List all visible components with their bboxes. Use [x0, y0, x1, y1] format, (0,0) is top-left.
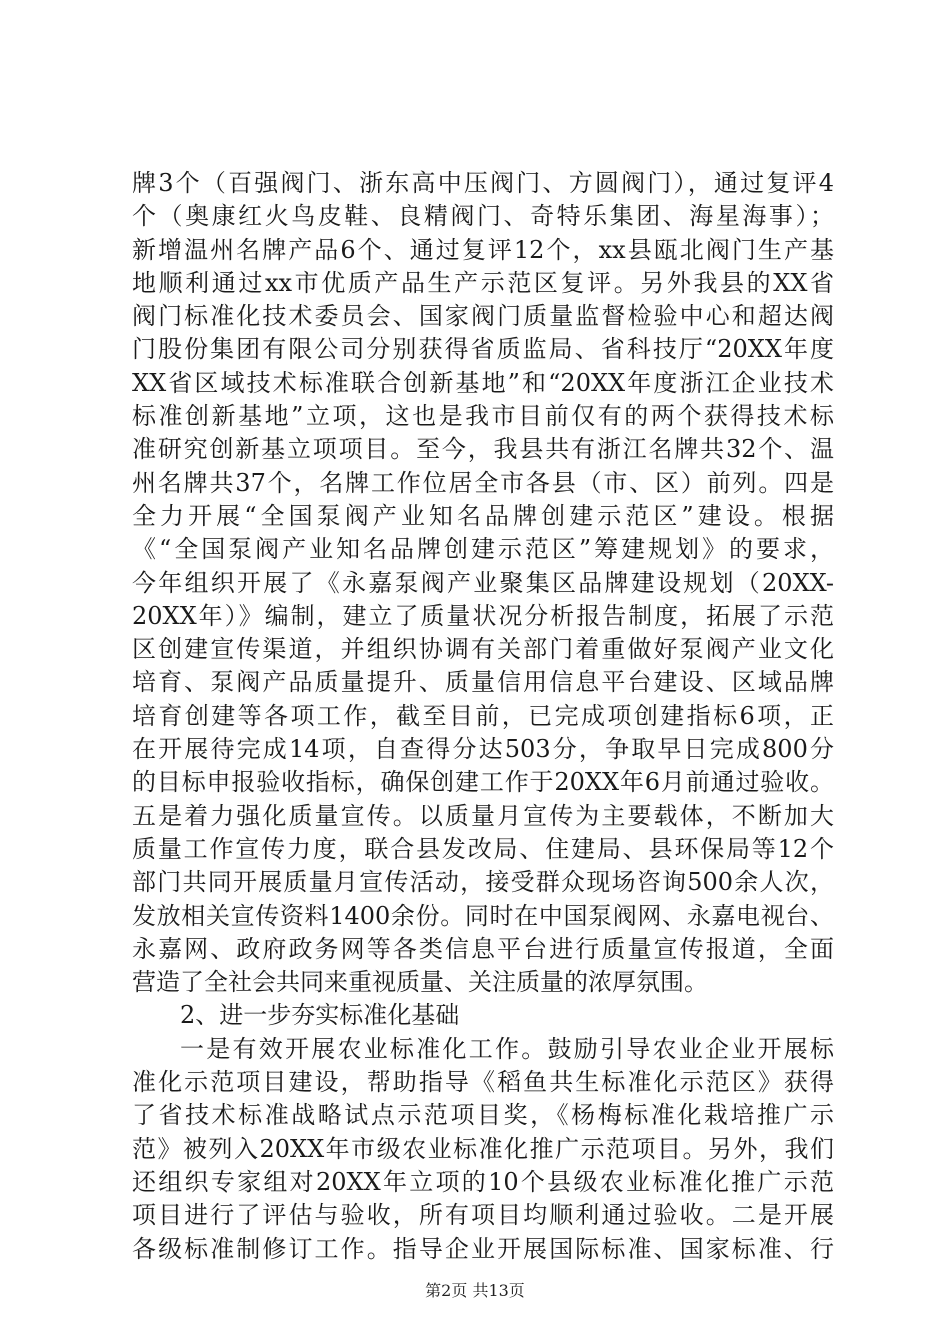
document-body [132, 167, 834, 1266]
text-line: 培育创建等各项工作，截至目前，已完成项创建指标6项，正 [132, 701, 834, 730]
text-line: 一是有效开展农业标准化工作。鼓励引导农业企业开展标 [180, 1034, 834, 1063]
text-line: 培育、泵阀产品质量提升、质量信用信息平台建设、区域品牌 [132, 668, 834, 697]
text-line: 各级标准制修订工作。指导企业开展国际标准、国家标准、行 [132, 1234, 834, 1263]
text-line: 项目进行了评估与验收，所有项目均顺利通过验收。二是开展 [132, 1201, 834, 1230]
text-line: 了省技术标准战略试点示范项目奖，《杨梅标准化栽培推广示 [132, 1101, 834, 1130]
text-line: 新增温州名牌产品6个、通过复评12个，xx县瓯北阀门生产基 [132, 235, 834, 264]
text-line: 州名牌共37个，名牌工作位居全市各县（市、区）前列。四是 [132, 468, 834, 497]
text-line: 质量工作宣传力度，联合县发改局、住建局、县环保局等12个 [132, 834, 834, 863]
text-line: 阀门标准化技术委员会、国家阀门质量监督检验中心和超达阀 [132, 302, 834, 331]
page-number: 第2页 共13页 [425, 1281, 525, 1300]
text-line: 的目标申报验收指标，确保创建工作于20XX年6月前通过验收。 [132, 768, 834, 797]
text-line: 全力开展“全国泵阀产业知名品牌创建示范区”建设。根据 [132, 501, 834, 530]
text-line: 《“全国泵阀产业知名品牌创建示范区”筹建规划》的要求， [132, 535, 834, 564]
text-line: 营造了全社会共同来重视质量、关注质量的浓厚氛围。 [132, 968, 708, 997]
text-line: 门股份集团有限公司分别获得省质监局、省科技厅“20XX年度 [132, 335, 834, 364]
text-line: 在开展待完成14项，自查得分达503分，争取早日完成800分 [132, 735, 834, 764]
text-line: 今年组织开展了《永嘉泵阀产业聚集区品牌建设规划（20XX- [132, 568, 834, 597]
text-line: 准化示范项目建设，帮助指导《稻鱼共生标准化示范区》获得 [132, 1068, 834, 1097]
text-line: 发放相关宣传资料1400余份。同时在中国泵阀网、永嘉电视台、 [132, 901, 834, 930]
section-heading: 2、进一步夯实标准化基础 [180, 1001, 460, 1030]
text-line: 范》被列入20XX年市级农业标准化推广示范项目。另外，我们 [132, 1134, 834, 1163]
text-line: 个（奥康红火鸟皮鞋、良精阀门、奇特乐集团、海星海事）； [132, 202, 834, 231]
text-line: XX省区域技术标准联合创新基地”和“20XX年度浙江企业技术 [132, 368, 834, 397]
text-line: 准研究创新基立项项目。至今，我县共有浙江名牌共32个、温 [132, 435, 834, 464]
page-footer [0, 1281, 950, 1301]
text-line: 永嘉网、政府政务网等各类信息平台进行质量宣传报道，全面 [132, 934, 834, 963]
text-line: 区创建宣传渠道，并组织协调有关部门着重做好泵阀产业文化 [132, 635, 834, 664]
text-line: 五是着力强化质量宣传。以质量月宣传为主要载体，不断加大 [132, 801, 834, 830]
text-line: 地顺利通过xx市优质产品生产示范区复评。另外我县的XX省 [132, 268, 834, 297]
text-line: 还组织专家组对20XX年立项的10个县级农业标准化推广示范 [132, 1167, 834, 1196]
text-line: 标准创新基地”立项，这也是我市目前仅有的两个获得技术标 [132, 402, 834, 431]
text-line: 牌3个（百强阀门、浙东高中压阀门、方圆阀门），通过复评4 [132, 169, 834, 197]
text-line: 20XX年）》编制，建立了质量状况分析报告制度，拓展了示范 [132, 601, 834, 630]
text-line: 部门共同开展质量月宣传活动，接受群众现场咨询500余人次， [132, 868, 834, 897]
